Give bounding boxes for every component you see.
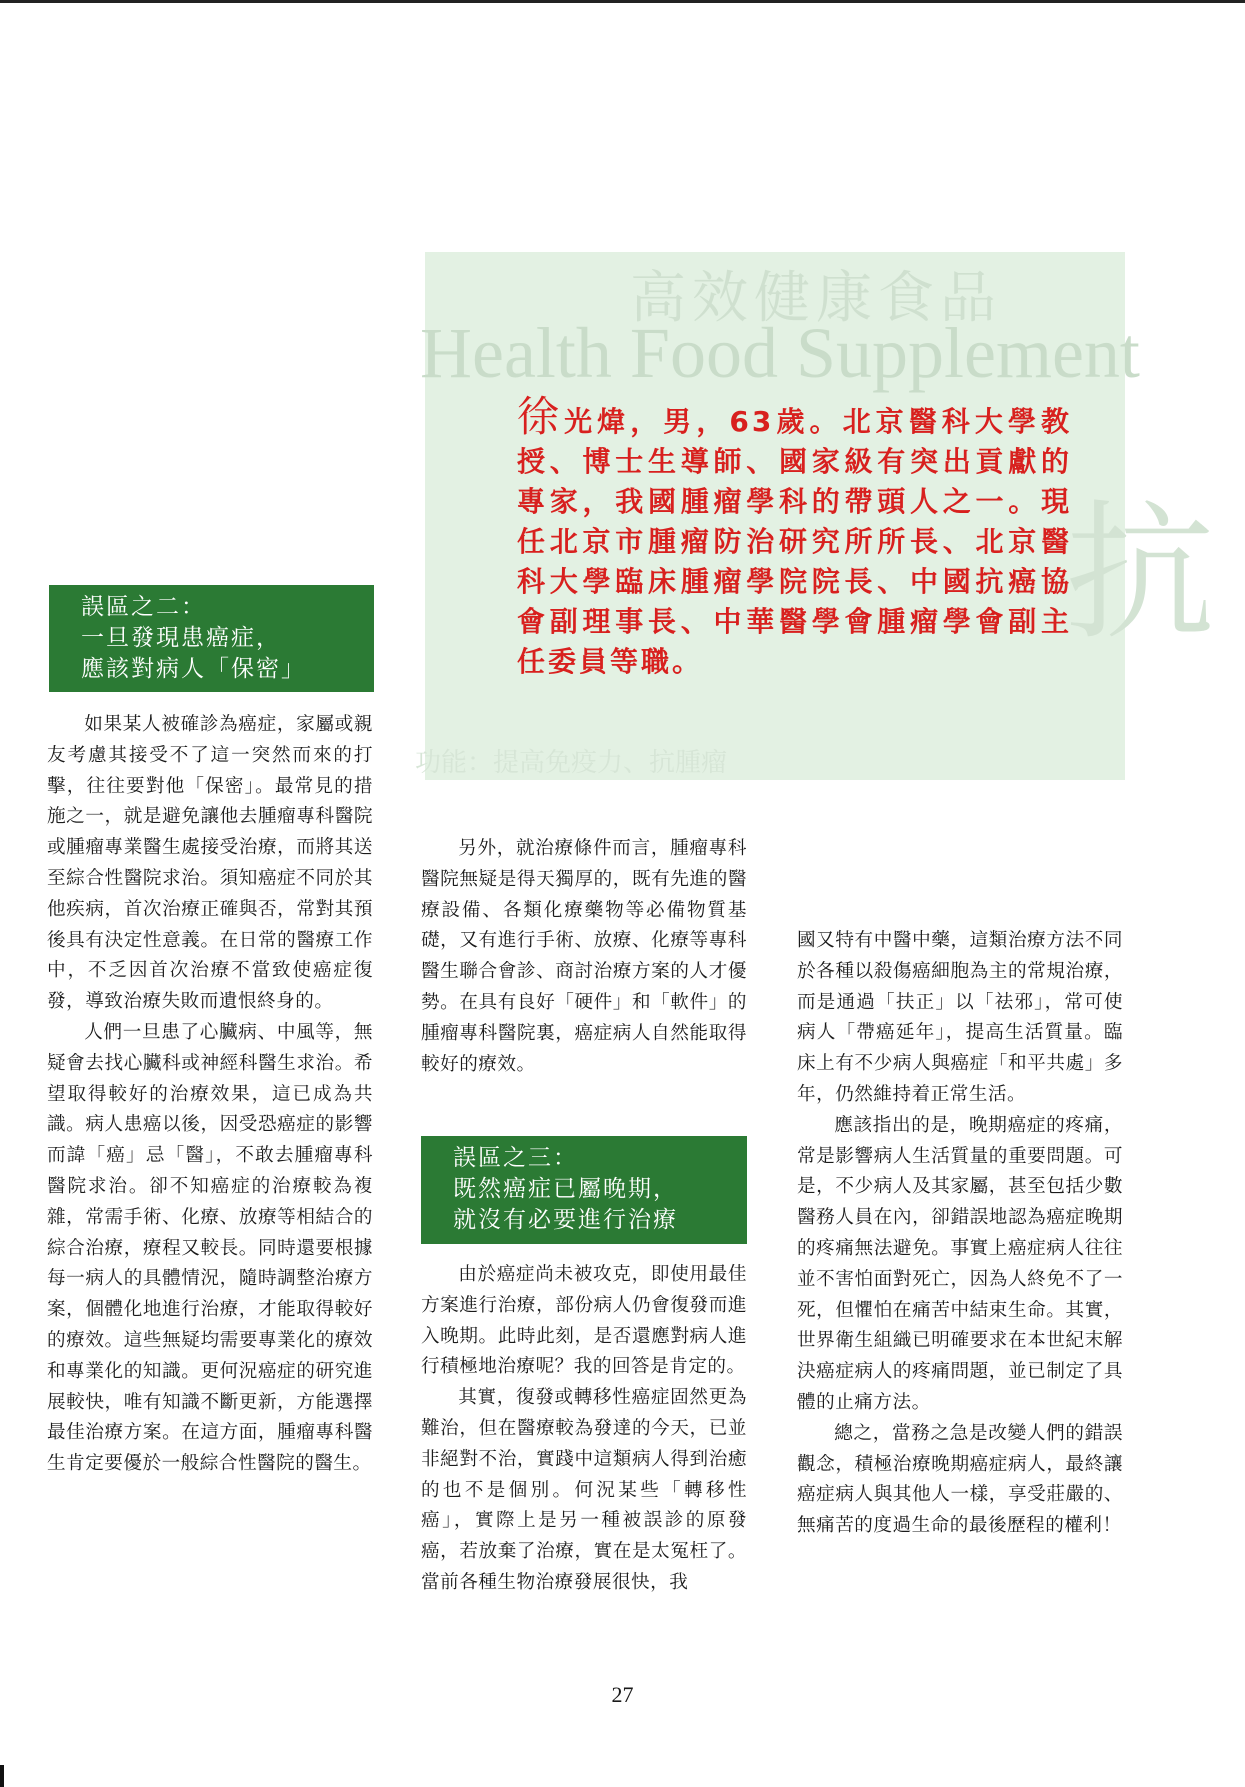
bio-text: 光煒，男，63歲。北京醫科大學教授、博士生導師、國家級有突出貢獻的專家，我國腫瘤學科的帶頭人之一。現任北京市腫瘤防治研究所所長、北京醫科大學臨床腫瘤學院院長、中國抗癌協會副理事長、中華醫學會腫瘤學會副主任委員等職。 (517, 405, 1072, 678)
section3-title-line2: 既然癌症已屬晚期， (453, 1176, 678, 1202)
watermark-glyph: 抗 (1065, 492, 1216, 658)
top-rule (0, 0, 1245, 3)
paragraph: 另外，就治療條件而言，腫瘤專科醫院無疑是得天獨厚的，既有先進的醫療設備、各類化療藥物等必備物質基礎，又有進行手術、放療、化療等專科醫生聯合會診、商討治療方案的人才優勢。在具有良好「硬件」和「軟件」的腫瘤專科醫院裏，癌症病人自然能取得較好的療效。 (421, 838, 747, 1075)
column2-top-text (421, 834, 747, 1080)
section3-header (421, 1136, 747, 1244)
watermark-chinese: 高效健康食品 (630, 268, 1002, 330)
section2-title-line2: 一旦發現患癌症， (81, 625, 281, 651)
watermark-caption: 功能：提高免疫力、抗腫瘤 (415, 748, 728, 777)
author-bio-box (415, 252, 1216, 780)
section3-title-line1: 誤區之三： (453, 1145, 578, 1171)
author-bio (517, 392, 1072, 682)
section2-title-line3: 應該對病人「保密」 (81, 656, 306, 682)
paragraph: 總之，當務之急是改變人們的錯誤觀念，積極治療晚期癌症病人，最終讓癌症病人與其他人一樣，享受莊嚴的、無痛苦的度過生命的最後歷程的權利！ (797, 1422, 1123, 1537)
watermark-english: Health Food Supplement (420, 313, 1140, 393)
page-number: 27 (611, 1682, 634, 1707)
paragraph: 人們一旦患了心臟病、中風等，無疑會去找心臟科或神經科醫生求治。希望取得較好的治療效果，這已成為共識。病人患癌以後，因受恐癌症的影響而諱「癌」忌「醫」，不敢去腫瘤專科醫院求治。卻不知癌症的治療較為複雜，常需手術、化療、放療等相結合的綜合治療，療程又較長。同時還要根據每一病人的具體情況，隨時調整治療方案，個體化地進行治療，才能取得較好的療效。這些無疑均需要專業化的療效和專業化的知識。更何況癌症的研究進展較快，唯有知識不斷更新，方能選擇最佳治療方案。在這方面，腫瘤專科醫生肯定要優於一般綜合性醫院的醫生。 (47, 1021, 373, 1475)
column3-text (797, 926, 1123, 1542)
section2-title-line1: 誤區之二： (81, 594, 206, 620)
scan-edge-mark (0, 1765, 4, 1787)
paragraph: 國又特有中醫中藥，這類治療方法不同於各種以殺傷癌細胞為主的常規治療，而是通過「扶正」以「祛邪」，常可使病人「帶癌延年」，提高生活質量。臨床上有不少病人與癌症「和平共處」多年，仍然維持着正常生活。 (797, 930, 1123, 1105)
paragraph: 如果某人被確診為癌症，家屬或親友考慮其接受不了這一突然而來的打擊，往往要對他「保密」。最常見的措施之一，就是避免讓他去腫瘤專科醫院或腫瘤專業醫生處接受治療，而將其送至綜合性醫院求治。須知癌症不同於其他疾病，首次治療正確與否，常對其預後具有決定性意義。在日常的醫療工作中，不乏因首次治療不當致使癌症復發，導致治療失敗而遺恨終身的。 (47, 714, 373, 1013)
section3-title-line3: 就沒有必要進行治療 (453, 1207, 678, 1233)
paragraph: 其實，復發或轉移性癌症固然更為難治，但在醫療較為發達的今天，已並非絕對不治，實踐中這類病人得到治癒的也不是個別。何況某些「轉移性癌」，實際上是另一種被誤診的原發癌，若放棄了治療，實在是太冤枉了。當前各種生物治療發展很快，我 (421, 1387, 747, 1593)
section2-header (49, 585, 374, 692)
column1-text (47, 710, 373, 1480)
column2-bottom-text (421, 1260, 747, 1599)
bio-dropcap: 徐 (517, 392, 565, 441)
paragraph: 應該指出的是，晚期癌症的疼痛，常是影響病人生活質量的重要問題。可是，不少病人及其家屬，甚至包括少數醫務人員在內，卻錯誤地認為癌症晚期的疼痛無法避免。事實上癌症病人往往並不害怕面對死亡，因為人終免不了一死，但懼怕在痛苦中結束生命。其實，世界衛生組織已明確要求在本世紀末解決癌症病人的疼痛問題，並已制定了具體的止痛方法。 (797, 1114, 1123, 1413)
paragraph: 由於癌症尚未被攻克，即使用最佳方案進行治療，部份病人仍會復發而進入晚期。此時此刻，是否還應對病人進行積極地治療呢？我的回答是肯定的。 (421, 1264, 747, 1378)
